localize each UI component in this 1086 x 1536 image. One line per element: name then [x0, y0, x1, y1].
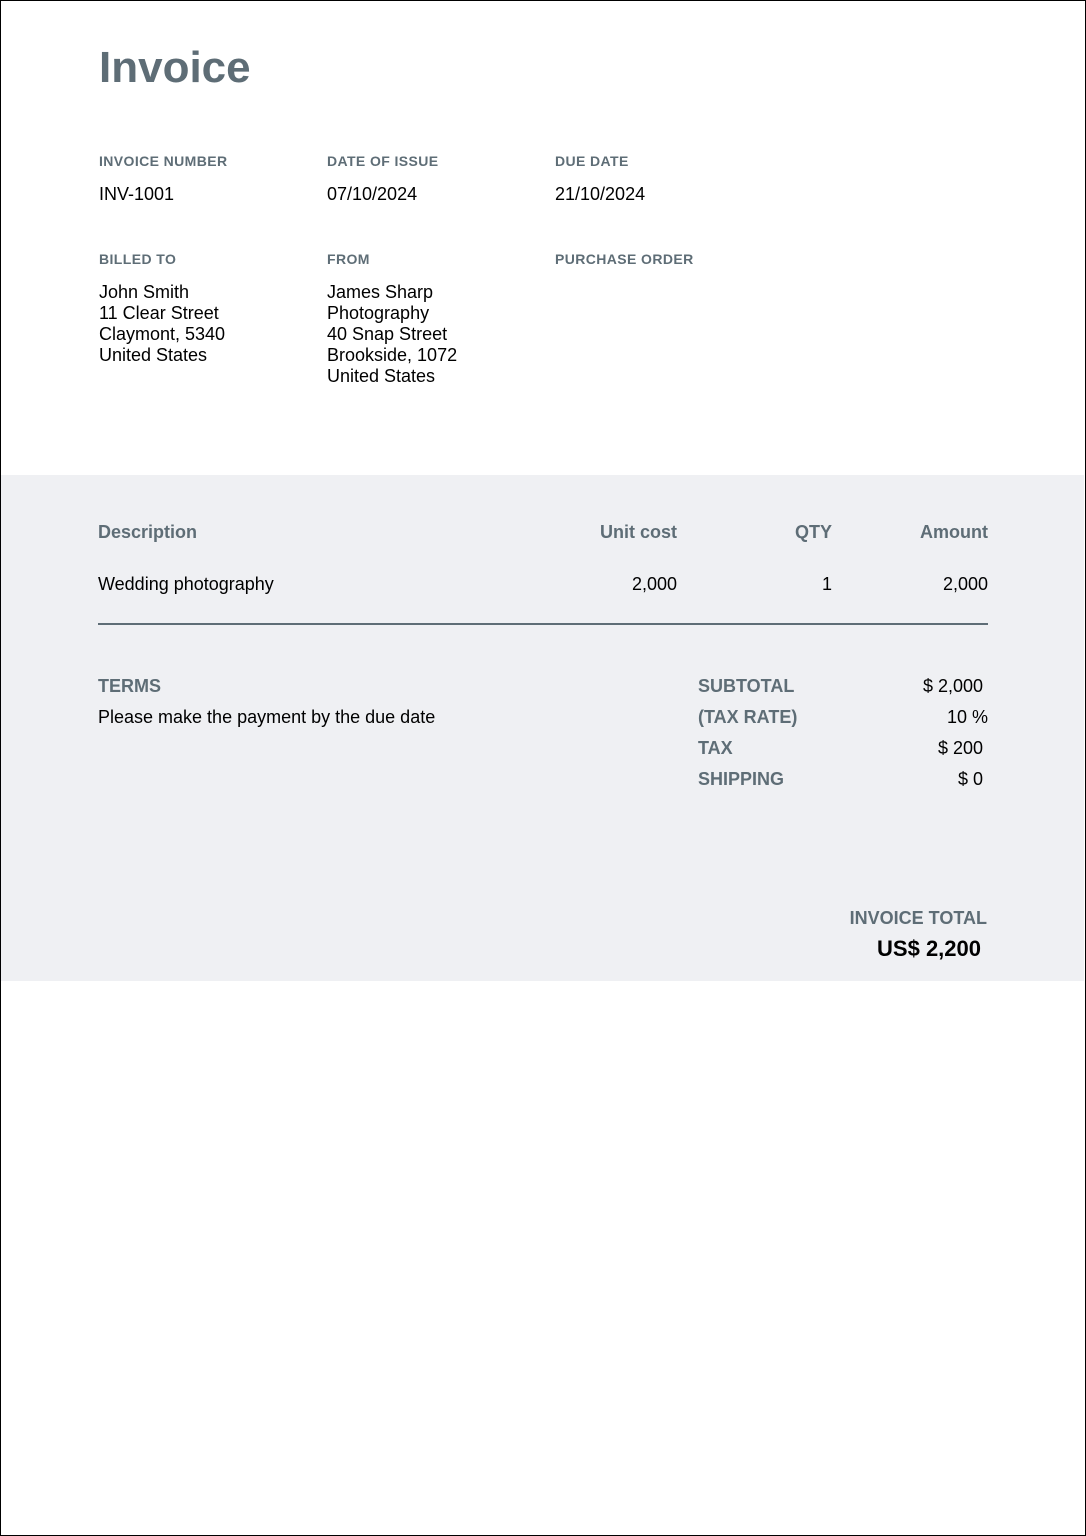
item-qty: 1	[821, 574, 832, 594]
tax-rate-value: 10 %	[946, 707, 988, 727]
invoice-total-label: INVOICE TOTAL	[849, 908, 987, 928]
date-of-issue-value: 07/10/2024	[327, 184, 418, 204]
column-header-amount: Amount	[920, 522, 988, 542]
tax-label: TAX	[698, 738, 733, 758]
billed-to-line: Claymont, 5340	[99, 324, 226, 344]
purchase-order-label: PURCHASE ORDER	[555, 251, 694, 267]
terms-text: Please make the payment by the due date	[98, 707, 436, 727]
billed-to-address	[99, 282, 225, 366]
billed-to-label: BILLED TO	[99, 251, 177, 267]
column-header-description: Description	[98, 522, 198, 542]
subtotal-value: $ 2,000	[922, 676, 983, 696]
shipping-label: SHIPPING	[698, 769, 785, 789]
billed-to-line: United States	[99, 345, 208, 365]
table-divider	[98, 623, 988, 625]
billed-to-line: John Smith	[99, 282, 190, 302]
from-label: FROM	[327, 251, 370, 267]
invoice-title: Invoice	[99, 43, 251, 92]
tax-rate-label: (TAX RATE)	[698, 707, 798, 727]
invoice-number-label: INVOICE NUMBER	[99, 153, 228, 169]
due-date-value: 21/10/2024	[555, 184, 646, 204]
item-description: Wedding photography	[98, 574, 274, 594]
from-line: 40 Snap Street	[327, 324, 448, 344]
from-line: Brookside, 1072	[327, 345, 458, 365]
billed-to-line: 11 Clear Street	[99, 303, 219, 323]
from-line: James Sharp	[327, 282, 434, 302]
shipping-value: $ 0	[957, 769, 983, 789]
column-header-qty: QTY	[794, 522, 832, 542]
items-panel	[1, 475, 1084, 981]
subtotal-label: SUBTOTAL	[698, 676, 795, 696]
invoice-number-value: INV-1001	[99, 184, 175, 204]
invoice-total-value: US$ 2,200	[877, 936, 981, 961]
due-date-label: DUE DATE	[555, 153, 629, 169]
from-line: United States	[327, 366, 436, 386]
item-amount: 2,000	[942, 574, 988, 594]
date-of-issue-label: DATE OF ISSUE	[327, 153, 439, 169]
item-unit-cost: 2,000	[631, 574, 677, 594]
tax-value: $ 200	[937, 738, 983, 758]
from-line: Photography	[327, 303, 430, 323]
terms-label: TERMS	[98, 676, 161, 696]
from-address	[327, 282, 457, 387]
column-header-unit-cost: Unit cost	[599, 522, 677, 542]
